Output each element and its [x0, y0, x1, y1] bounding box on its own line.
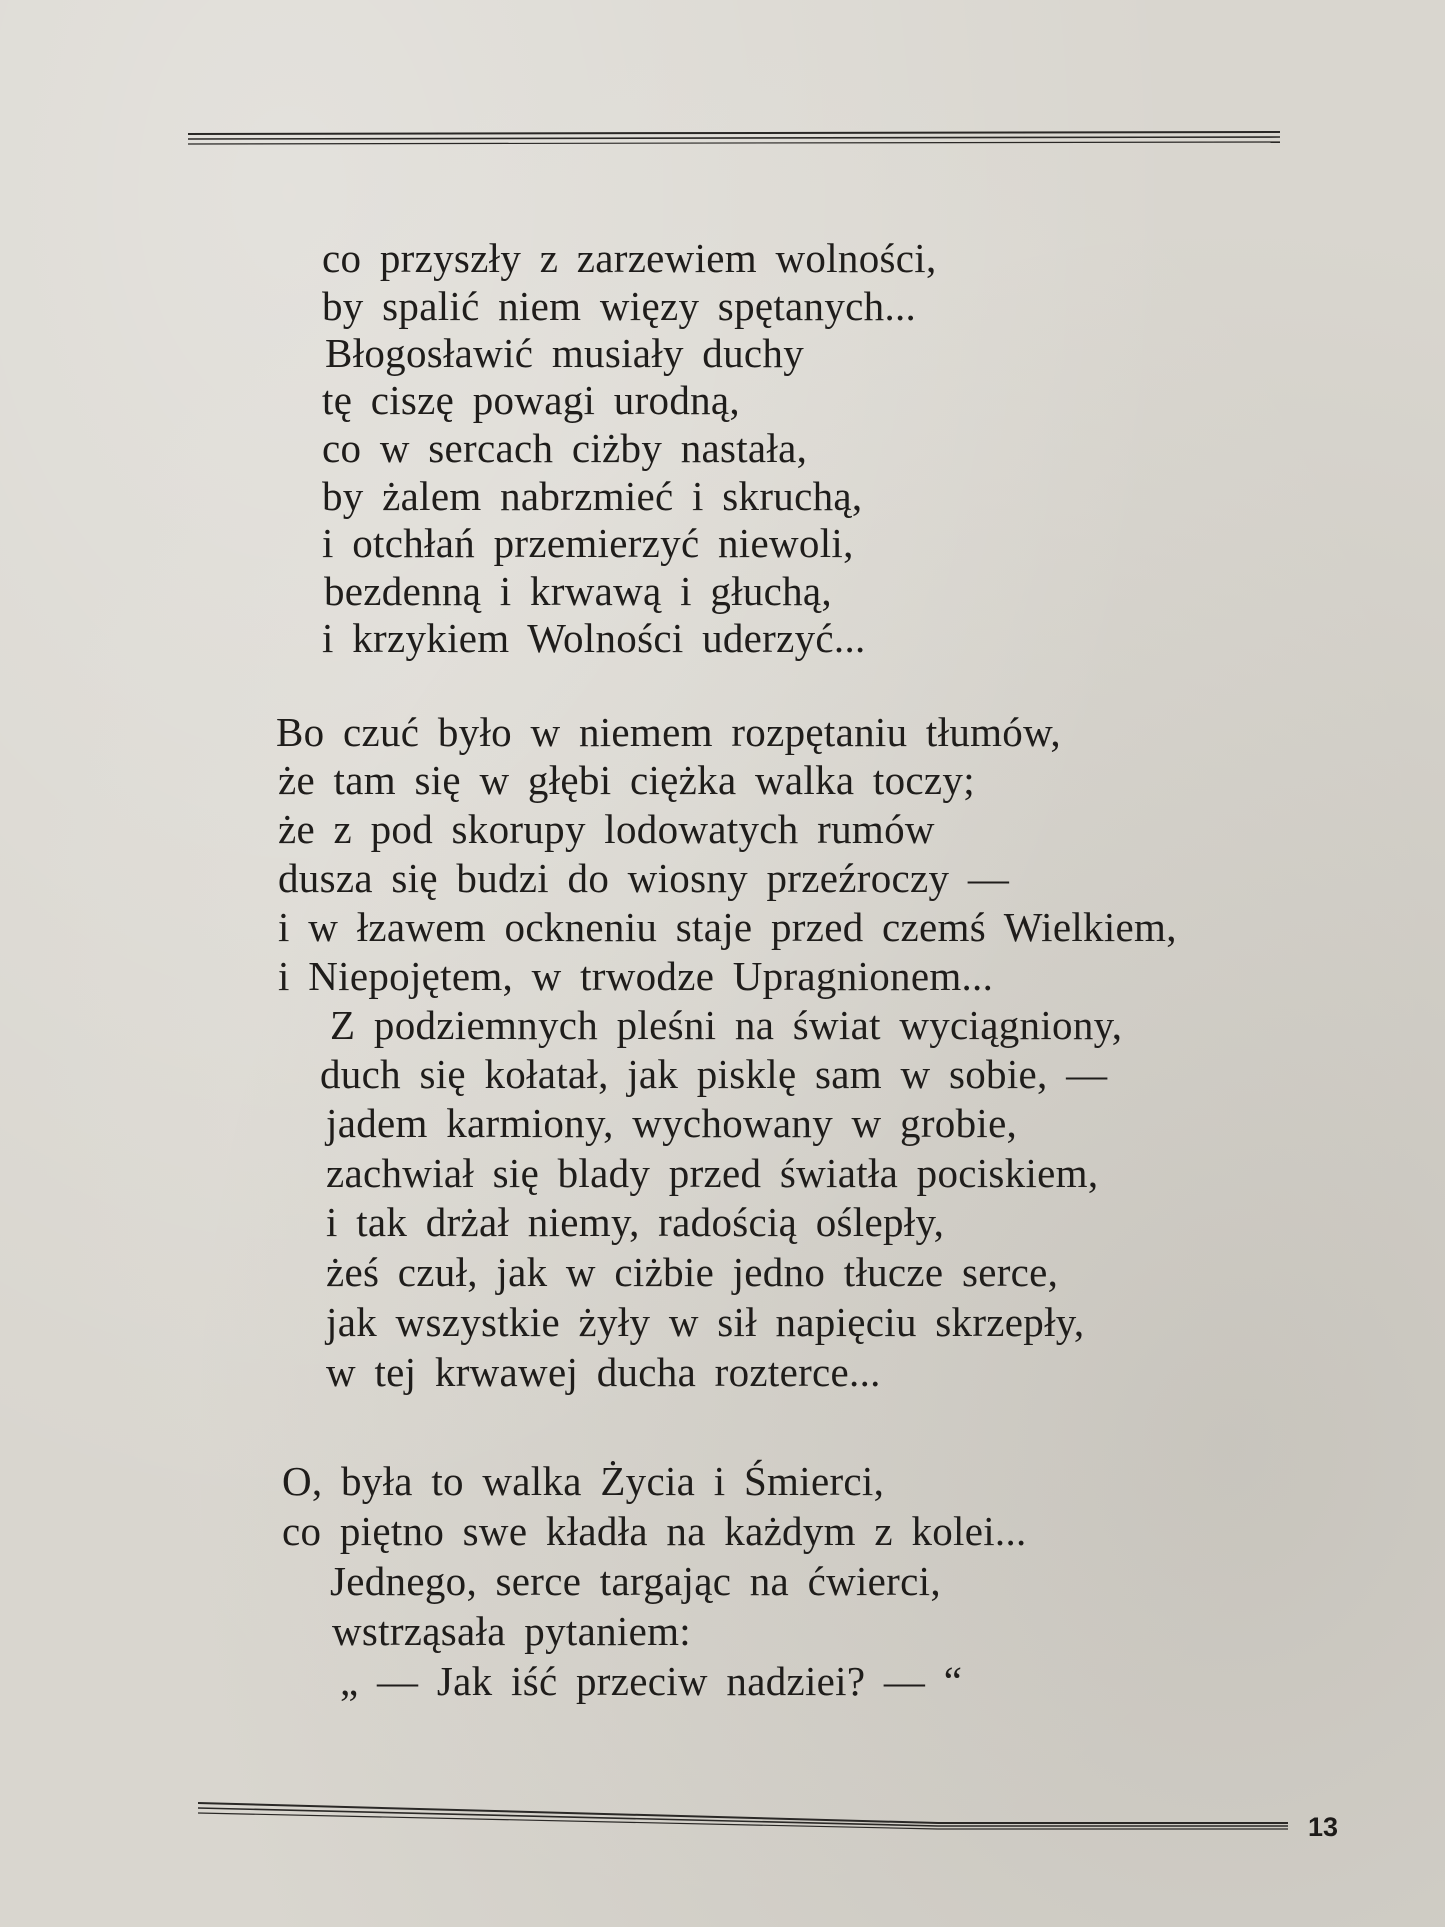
poem-line: i krzykiem Wolności uderzyć...	[322, 615, 866, 661]
poem-line: i tak drżał niemy, radością oślepły,	[326, 1199, 945, 1245]
poem-line: w tej krwawej ducha rozterce...	[326, 1349, 881, 1395]
poem-line: by żalem nabrzmieć i skruchą,	[322, 473, 863, 519]
poem-line: zachwiał się blady przed światła pociskiem,	[326, 1150, 1099, 1196]
poem-line: Bo czuć było w niemem rozpętaniu tłumów,	[276, 709, 1061, 755]
poem-line: i Niepojętem, w trwodze Upragnionem...	[278, 953, 994, 999]
poem-line: że tam się w głębi ciężka walka toczy;	[278, 757, 975, 803]
page-number: 13	[1308, 1812, 1339, 1842]
poem-line: co w sercach ciżby nastała,	[322, 425, 808, 471]
poem-line: dusza się budzi do wiosny przeźroczy —	[278, 855, 1010, 901]
poem-line: Z podziemnych pleśni na świat wyciągniony,	[330, 1002, 1123, 1048]
bottom-rule	[198, 1797, 1288, 1833]
poem-line: bezdenną i krwawą i głuchą,	[324, 568, 832, 614]
poem-line: tę ciszę powagi urodną,	[322, 377, 740, 423]
poem-line: O, była to walka Życia i Śmierci,	[282, 1458, 885, 1504]
poem-line: co przyszły z zarzewiem wolności,	[322, 235, 937, 281]
poem-line: że z pod skorupy lodowatych rumów	[278, 806, 935, 852]
poem-line: Jednego, serce targając na ćwierci,	[330, 1558, 941, 1604]
poem-line: jak wszystkie żyły w sił napięciu skrzepły,	[326, 1299, 1085, 1345]
poem-line: Błogosławić musiały duchy	[325, 330, 805, 376]
poem-line: „ — Jak iść przeciw nadziei? — “	[340, 1658, 963, 1704]
poem-line: co piętno swe kładła na każdym z kolei...	[282, 1508, 1027, 1554]
poem-line: duch się kołatał, jak pisklę sam w sobie, —	[320, 1051, 1108, 1097]
top-rule	[188, 128, 1280, 152]
poem-line: jadem karmiony, wychowany w grobie,	[326, 1100, 1018, 1146]
poem-line: by spalić niem więzy spętanych...	[322, 283, 917, 329]
poem-line: i w łzawem ockneniu staje przed czemś Wielkiem,	[278, 904, 1177, 950]
poem-line: i otchłań przemierzyć niewoli,	[322, 520, 854, 566]
poem-line: wstrząsała pytaniem:	[332, 1608, 691, 1654]
poem-line: żeś czuł, jak w ciżbie jedno tłucze serce,	[326, 1249, 1059, 1295]
